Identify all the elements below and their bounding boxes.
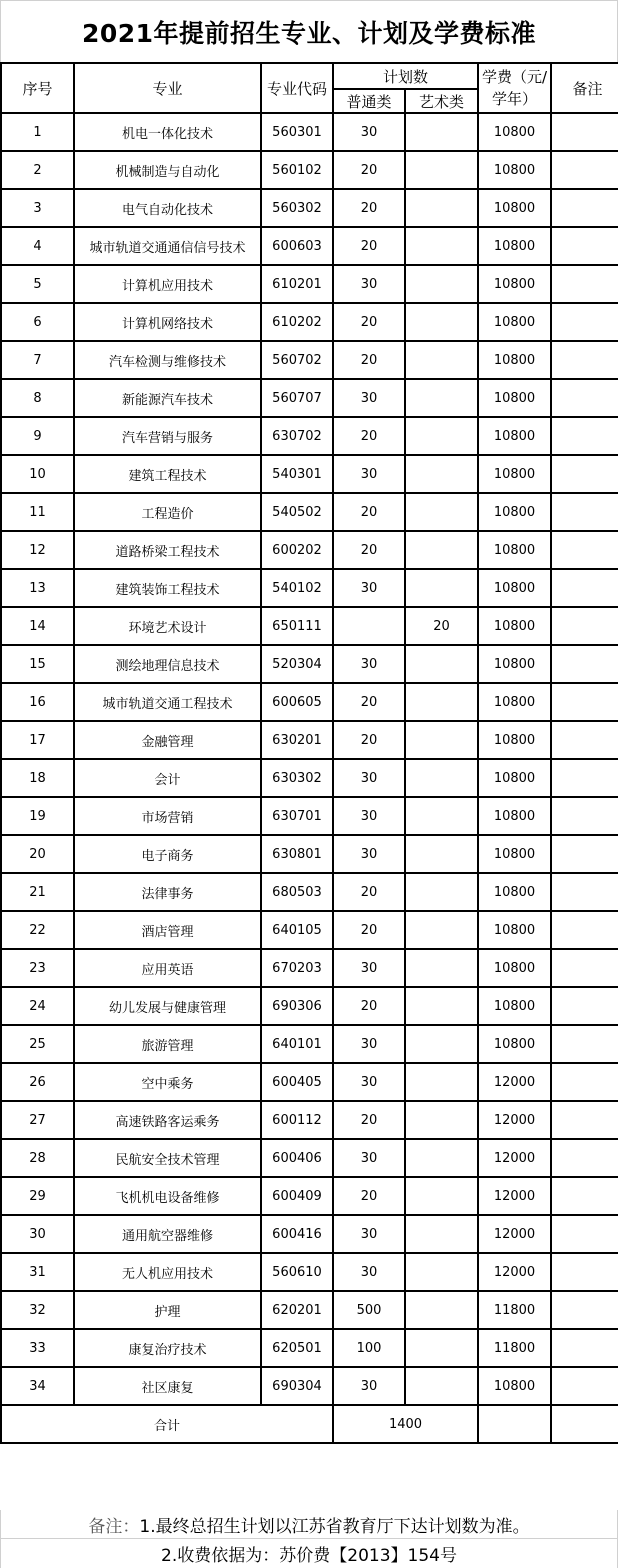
cell-plan-general: 500	[333, 1291, 405, 1329]
cell-code: 560707	[261, 379, 333, 417]
cell-remark	[551, 1329, 618, 1367]
cell-fee: 11800	[478, 1329, 551, 1367]
cell-remark	[551, 683, 618, 721]
cell-plan-art	[405, 911, 478, 949]
cell-fee: 12000	[478, 1139, 551, 1177]
cell-plan-general: 20	[333, 683, 405, 721]
cell-remark	[551, 949, 618, 987]
cell-remark	[551, 113, 618, 151]
cell-code: 640101	[261, 1025, 333, 1063]
cell-remark	[551, 417, 618, 455]
table-row	[1, 683, 618, 721]
cell-plan-art	[405, 455, 478, 493]
cell-plan-general: 20	[333, 151, 405, 189]
col-header-plan-general: 普通类	[333, 89, 405, 113]
cell-seq: 28	[1, 1139, 74, 1177]
cell-plan-general	[333, 607, 405, 645]
cell-major: 幼儿发展与健康管理	[74, 987, 261, 1025]
table-row	[1, 1025, 618, 1063]
cell-plan-general: 30	[333, 1063, 405, 1101]
table-row	[1, 189, 618, 227]
table-row	[1, 873, 618, 911]
table-row	[1, 1177, 618, 1215]
cell-plan-general: 30	[333, 835, 405, 873]
cell-seq: 5	[1, 265, 74, 303]
cell-seq: 29	[1, 1177, 74, 1215]
header-row	[1, 63, 618, 89]
table-row	[1, 797, 618, 835]
table-row	[1, 645, 618, 683]
cell-remark	[551, 1215, 618, 1253]
cell-plan-general: 20	[333, 911, 405, 949]
cell-code: 600409	[261, 1177, 333, 1215]
table-row	[1, 1063, 618, 1101]
cell-major: 无人机应用技术	[74, 1253, 261, 1291]
cell-fee: 10800	[478, 683, 551, 721]
cell-major: 应用英语	[74, 949, 261, 987]
cell-major: 民航安全技术管理	[74, 1139, 261, 1177]
cell-plan-art	[405, 379, 478, 417]
cell-fee: 10800	[478, 797, 551, 835]
cell-major: 康复治疗技术	[74, 1329, 261, 1367]
cell-remark	[551, 1291, 618, 1329]
cell-major: 金融管理	[74, 721, 261, 759]
cell-major: 电子商务	[74, 835, 261, 873]
cell-plan-art	[405, 645, 478, 683]
cell-remark	[551, 1177, 618, 1215]
cell-major: 工程造价	[74, 493, 261, 531]
col-header-code: 专业代码	[261, 63, 333, 113]
cell-major: 新能源汽车技术	[74, 379, 261, 417]
cell-remark	[551, 873, 618, 911]
cell-plan-general: 30	[333, 113, 405, 151]
cell-plan-general: 20	[333, 873, 405, 911]
cell-fee: 10800	[478, 303, 551, 341]
cell-fee: 10800	[478, 911, 551, 949]
table-row	[1, 987, 618, 1025]
cell-fee: 12000	[478, 1177, 551, 1215]
table-row	[1, 379, 618, 417]
cell-major: 城市轨道交通通信信号技术	[74, 227, 261, 265]
cell-remark	[551, 1253, 618, 1291]
cell-code: 560702	[261, 341, 333, 379]
cell-seq: 13	[1, 569, 74, 607]
cell-plan-art: 20	[405, 607, 478, 645]
col-header-plan: 计划数	[333, 63, 478, 89]
cell-plan-art	[405, 987, 478, 1025]
page-title: 2021年提前招生专业、计划及学费标准	[81, 18, 537, 48]
cell-major: 空中乘务	[74, 1063, 261, 1101]
cell-major: 电气自动化技术	[74, 189, 261, 227]
cell-code: 540301	[261, 455, 333, 493]
cell-fee: 11800	[478, 1291, 551, 1329]
cell-major: 旅游管理	[74, 1025, 261, 1063]
cell-seq: 30	[1, 1215, 74, 1253]
cell-plan-art	[405, 683, 478, 721]
cell-code: 630801	[261, 835, 333, 873]
cell-fee: 10800	[478, 987, 551, 1025]
total-label: 合计	[1, 1405, 333, 1443]
cell-seq: 9	[1, 417, 74, 455]
note-text-1: 1.最终总招生计划以江苏省教育厅下达计划数为准。	[139, 1516, 530, 1537]
cell-fee: 10800	[478, 873, 551, 911]
cell-plan-art	[405, 1177, 478, 1215]
cell-major: 飞机机电设备维修	[74, 1177, 261, 1215]
cell-plan-art	[405, 759, 478, 797]
cell-plan-art	[405, 1063, 478, 1101]
table-row	[1, 265, 618, 303]
table-row	[1, 531, 618, 569]
cell-remark	[551, 493, 618, 531]
cell-remark	[551, 531, 618, 569]
cell-fee: 10800	[478, 1025, 551, 1063]
cell-major: 测绘地理信息技术	[74, 645, 261, 683]
cell-major: 计算机应用技术	[74, 265, 261, 303]
cell-code: 630302	[261, 759, 333, 797]
table-row	[1, 113, 618, 151]
cell-code: 540502	[261, 493, 333, 531]
table-row	[1, 607, 618, 645]
table-row	[1, 303, 618, 341]
cell-fee: 12000	[478, 1063, 551, 1101]
cell-seq: 26	[1, 1063, 74, 1101]
cell-fee: 10800	[478, 835, 551, 873]
cell-major: 机械制造与自动化	[74, 151, 261, 189]
cell-plan-art	[405, 797, 478, 835]
cell-major: 法律事务	[74, 873, 261, 911]
cell-plan-general: 20	[333, 1177, 405, 1215]
cell-fee: 10800	[478, 113, 551, 151]
table-row	[1, 341, 618, 379]
cell-plan-general: 30	[333, 569, 405, 607]
cell-major: 环境艺术设计	[74, 607, 261, 645]
cell-fee: 10800	[478, 759, 551, 797]
cell-seq: 7	[1, 341, 74, 379]
cell-plan-general: 30	[333, 265, 405, 303]
cell-major: 道路桥梁工程技术	[74, 531, 261, 569]
cell-code: 600406	[261, 1139, 333, 1177]
col-header-remark: 备注	[551, 63, 618, 113]
cell-remark	[551, 189, 618, 227]
cell-plan-general: 30	[333, 759, 405, 797]
cell-fee: 10800	[478, 645, 551, 683]
cell-plan-general: 30	[333, 1025, 405, 1063]
cell-fee: 12000	[478, 1253, 551, 1291]
cell-seq: 11	[1, 493, 74, 531]
enrollment-table	[0, 62, 618, 1444]
cell-seq: 10	[1, 455, 74, 493]
cell-remark	[551, 1101, 618, 1139]
table-row	[1, 1367, 618, 1405]
cell-fee: 10800	[478, 1367, 551, 1405]
cell-plan-general: 30	[333, 1139, 405, 1177]
cell-seq: 8	[1, 379, 74, 417]
title-bar	[0, 0, 618, 62]
cell-remark	[551, 1025, 618, 1063]
cell-fee: 10800	[478, 151, 551, 189]
cell-plan-art	[405, 569, 478, 607]
cell-major: 通用航空器维修	[74, 1215, 261, 1253]
total-fee-cell	[478, 1405, 551, 1443]
cell-code: 600112	[261, 1101, 333, 1139]
cell-remark	[551, 569, 618, 607]
cell-code: 650111	[261, 607, 333, 645]
cell-plan-art	[405, 1215, 478, 1253]
cell-seq: 32	[1, 1291, 74, 1329]
cell-seq: 34	[1, 1367, 74, 1405]
cell-plan-general: 20	[333, 417, 405, 455]
table-row	[1, 835, 618, 873]
col-header-seq: 序号	[1, 63, 74, 113]
cell-plan-general: 30	[333, 379, 405, 417]
cell-code: 600605	[261, 683, 333, 721]
table-row	[1, 1215, 618, 1253]
cell-fee: 10800	[478, 607, 551, 645]
cell-plan-art	[405, 1367, 478, 1405]
cell-plan-general: 30	[333, 1215, 405, 1253]
cell-remark	[551, 1063, 618, 1101]
cell-seq: 31	[1, 1253, 74, 1291]
cell-plan-art	[405, 227, 478, 265]
table-row	[1, 493, 618, 531]
notes-section	[0, 1510, 618, 1568]
cell-seq: 33	[1, 1329, 74, 1367]
cell-plan-general: 30	[333, 645, 405, 683]
cell-code: 520304	[261, 645, 333, 683]
cell-code: 600416	[261, 1215, 333, 1253]
table-row	[1, 1101, 618, 1139]
cell-remark	[551, 151, 618, 189]
cell-code: 610202	[261, 303, 333, 341]
cell-plan-art	[405, 531, 478, 569]
cell-code: 670203	[261, 949, 333, 987]
cell-seq: 2	[1, 151, 74, 189]
cell-fee: 10800	[478, 379, 551, 417]
cell-plan-art	[405, 721, 478, 759]
cell-code: 620501	[261, 1329, 333, 1367]
cell-remark	[551, 607, 618, 645]
cell-plan-general: 30	[333, 1253, 405, 1291]
cell-fee: 12000	[478, 1101, 551, 1139]
note-text-2: 2.收费依据为：苏价费【2013】154号	[161, 1546, 457, 1566]
cell-code: 600603	[261, 227, 333, 265]
cell-major: 机电一体化技术	[74, 113, 261, 151]
table-row	[1, 721, 618, 759]
cell-fee: 10800	[478, 531, 551, 569]
cell-remark	[551, 645, 618, 683]
total-remark-cell	[551, 1405, 618, 1443]
cell-plan-general: 20	[333, 189, 405, 227]
cell-fee: 10800	[478, 569, 551, 607]
cell-plan-art	[405, 1139, 478, 1177]
cell-major: 市场营销	[74, 797, 261, 835]
cell-plan-art	[405, 949, 478, 987]
cell-plan-art	[405, 493, 478, 531]
cell-major: 高速铁路客运乘务	[74, 1101, 261, 1139]
cell-plan-general: 100	[333, 1329, 405, 1367]
cell-seq: 27	[1, 1101, 74, 1139]
cell-plan-art	[405, 303, 478, 341]
cell-fee: 10800	[478, 721, 551, 759]
cell-plan-art	[405, 189, 478, 227]
cell-major: 计算机网络技术	[74, 303, 261, 341]
cell-seq: 17	[1, 721, 74, 759]
cell-remark	[551, 987, 618, 1025]
cell-seq: 1	[1, 113, 74, 151]
cell-fee: 10800	[478, 455, 551, 493]
cell-plan-art	[405, 417, 478, 455]
table-row	[1, 455, 618, 493]
table-row	[1, 759, 618, 797]
table-row	[1, 1139, 618, 1177]
cell-fee: 10800	[478, 189, 551, 227]
cell-plan-art	[405, 1101, 478, 1139]
cell-remark	[551, 835, 618, 873]
cell-fee: 10800	[478, 227, 551, 265]
cell-remark	[551, 1367, 618, 1405]
cell-remark	[551, 1139, 618, 1177]
note-line-2	[1, 1539, 617, 1568]
cell-major: 建筑装饰工程技术	[74, 569, 261, 607]
col-header-plan-art: 艺术类	[405, 89, 478, 113]
cell-code: 560102	[261, 151, 333, 189]
cell-plan-general: 30	[333, 797, 405, 835]
cell-code: 560301	[261, 113, 333, 151]
cell-major: 城市轨道交通工程技术	[74, 683, 261, 721]
table-body	[1, 113, 618, 1405]
cell-plan-art	[405, 1291, 478, 1329]
table-row	[1, 569, 618, 607]
cell-plan-art	[405, 113, 478, 151]
cell-plan-art	[405, 151, 478, 189]
cell-major: 汽车检测与维修技术	[74, 341, 261, 379]
cell-plan-general: 30	[333, 949, 405, 987]
col-header-fee: 学费（元/学年）	[478, 63, 551, 113]
cell-plan-general: 20	[333, 341, 405, 379]
table-row	[1, 1329, 618, 1367]
cell-code: 630701	[261, 797, 333, 835]
cell-code: 690304	[261, 1367, 333, 1405]
cell-seq: 14	[1, 607, 74, 645]
cell-remark	[551, 759, 618, 797]
cell-seq: 12	[1, 531, 74, 569]
cell-plan-art	[405, 1253, 478, 1291]
cell-code: 560610	[261, 1253, 333, 1291]
table-row	[1, 1291, 618, 1329]
cell-major: 酒店管理	[74, 911, 261, 949]
note-line-1	[1, 1510, 617, 1539]
cell-code: 640105	[261, 911, 333, 949]
cell-seq: 22	[1, 911, 74, 949]
cell-major: 汽车营销与服务	[74, 417, 261, 455]
cell-code: 540102	[261, 569, 333, 607]
cell-code: 690306	[261, 987, 333, 1025]
cell-major: 护理	[74, 1291, 261, 1329]
col-header-major: 专业	[74, 63, 261, 113]
cell-plan-general: 20	[333, 987, 405, 1025]
cell-plan-art	[405, 1025, 478, 1063]
cell-major: 会计	[74, 759, 261, 797]
cell-plan-general: 30	[333, 1367, 405, 1405]
cell-remark	[551, 455, 618, 493]
cell-plan-general: 20	[333, 303, 405, 341]
cell-fee: 10800	[478, 341, 551, 379]
cell-code: 630702	[261, 417, 333, 455]
cell-plan-art	[405, 341, 478, 379]
cell-seq: 4	[1, 227, 74, 265]
cell-plan-general: 20	[333, 721, 405, 759]
cell-remark	[551, 379, 618, 417]
note-label: 备注：	[88, 1516, 140, 1537]
cell-plan-art	[405, 265, 478, 303]
cell-plan-art	[405, 873, 478, 911]
cell-code: 610201	[261, 265, 333, 303]
cell-remark	[551, 227, 618, 265]
cell-plan-general: 20	[333, 531, 405, 569]
cell-plan-art	[405, 1329, 478, 1367]
cell-remark	[551, 341, 618, 379]
cell-seq: 6	[1, 303, 74, 341]
cell-code: 600202	[261, 531, 333, 569]
cell-remark	[551, 797, 618, 835]
cell-remark	[551, 265, 618, 303]
cell-seq: 16	[1, 683, 74, 721]
table-row	[1, 227, 618, 265]
cell-remark	[551, 721, 618, 759]
cell-fee: 10800	[478, 265, 551, 303]
cell-fee: 10800	[478, 417, 551, 455]
cell-code: 560302	[261, 189, 333, 227]
cell-plan-general: 30	[333, 455, 405, 493]
table-row	[1, 151, 618, 189]
cell-remark	[551, 911, 618, 949]
cell-seq: 3	[1, 189, 74, 227]
cell-fee: 10800	[478, 493, 551, 531]
cell-major: 建筑工程技术	[74, 455, 261, 493]
table-row	[1, 1253, 618, 1291]
cell-seq: 18	[1, 759, 74, 797]
cell-remark	[551, 303, 618, 341]
table-row	[1, 417, 618, 455]
cell-code: 620201	[261, 1291, 333, 1329]
cell-seq: 19	[1, 797, 74, 835]
cell-code: 630201	[261, 721, 333, 759]
table-row	[1, 911, 618, 949]
cell-seq: 23	[1, 949, 74, 987]
table-row	[1, 949, 618, 987]
cell-plan-general: 20	[333, 493, 405, 531]
cell-seq: 20	[1, 835, 74, 873]
cell-seq: 25	[1, 1025, 74, 1063]
total-value: 1400	[333, 1405, 478, 1443]
cell-fee: 10800	[478, 949, 551, 987]
total-row	[1, 1405, 618, 1443]
cell-plan-art	[405, 835, 478, 873]
cell-major: 社区康复	[74, 1367, 261, 1405]
cell-plan-general: 20	[333, 227, 405, 265]
cell-seq: 15	[1, 645, 74, 683]
cell-code: 600405	[261, 1063, 333, 1101]
cell-plan-general: 20	[333, 1101, 405, 1139]
cell-seq: 24	[1, 987, 74, 1025]
cell-seq: 21	[1, 873, 74, 911]
cell-fee: 12000	[478, 1215, 551, 1253]
cell-code: 680503	[261, 873, 333, 911]
